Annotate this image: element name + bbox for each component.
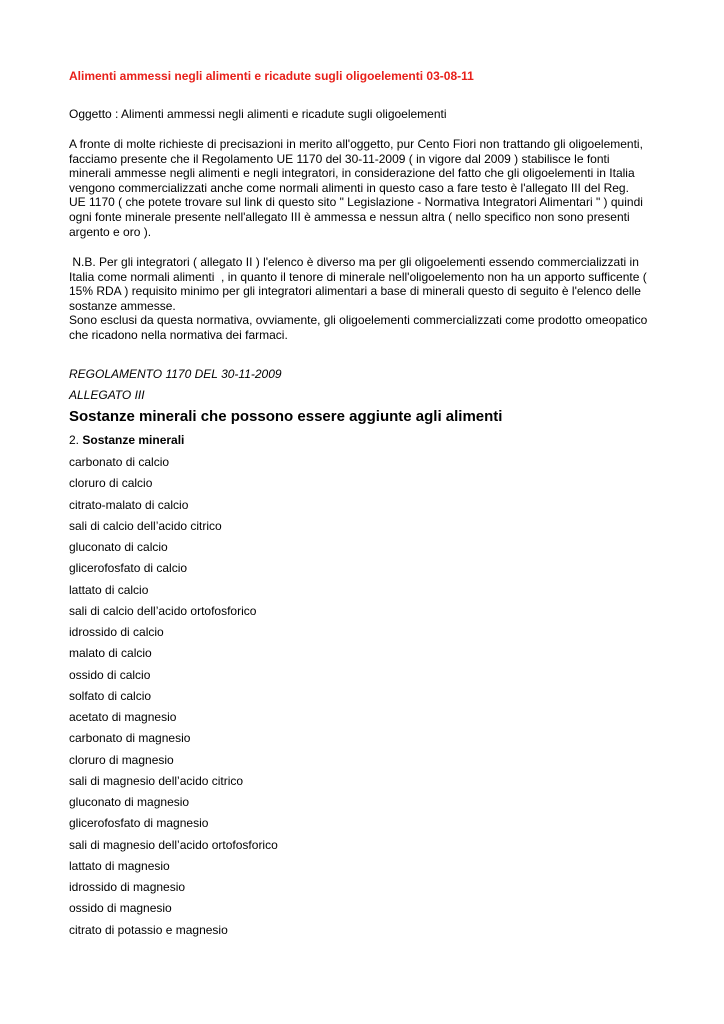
regulation-title: REGOLAMENTO 1170 DEL 30-11-2009 <box>69 367 282 381</box>
mineral-item: sali di magnesio dell’acido citrico <box>69 773 244 788</box>
mineral-item: sali di calcio dell’acido citrico <box>69 518 222 533</box>
mineral-item: solfato di calcio <box>69 688 152 703</box>
mineral-item: glicerofosfato di magnesio <box>69 816 209 831</box>
mineral-item: gluconato di magnesio <box>69 795 190 809</box>
document-title: Alimenti ammessi negli alimenti e ricadute sugli oligoelementi 03-08-11 <box>69 69 474 83</box>
mineral-item: glicerofosfato di calcio <box>69 561 188 576</box>
paragraph-line: N.B. Per gli integratori ( allegato II ) l'elenco è diverso ma per gli oligoelementi essendo commercializzati in <box>69 255 639 269</box>
section-heading: Sostanze minerali che possono essere aggiunte agli alimenti <box>69 408 503 425</box>
mineral-item: citrato di potassio e magnesio <box>69 922 228 937</box>
section-number: 2. <box>69 433 80 447</box>
annex-label: ALLEGATO III <box>69 388 145 402</box>
mineral-item: cloruro di calcio <box>69 476 153 491</box>
mineral-item: citrato-malato di calcio <box>69 497 189 512</box>
paragraph-line: Sono esclusi da questa normativa, ovviamente, gli oligoelementi commercializzati come prodotto omeopatico <box>69 313 648 328</box>
section-title <box>69 433 184 447</box>
paragraph-line: argento e oro ). <box>69 224 152 239</box>
mineral-item: carbonato di calcio <box>69 455 170 469</box>
mineral-item: acetato di magnesio <box>69 710 177 724</box>
subject-line: Oggetto : Alimenti ammessi negli alimenti e ricadute sugli oligoelementi <box>69 107 447 121</box>
paragraph-line: vengono commercializzati anche come normali alimenti in questo caso a fare testo è l'allegato III del Reg. <box>69 180 629 195</box>
mineral-item: gluconato di calcio <box>69 540 168 554</box>
mineral-item: sali di calcio dell’acido ortofosforico <box>69 603 257 618</box>
minerals-list <box>69 455 278 944</box>
mineral-item: ossido di calcio <box>69 667 151 682</box>
mineral-item: malato di calcio <box>69 646 152 661</box>
paragraph-line: facciamo presente che il Regolamento UE 1170 del 30-11-2009 ( in vigore dal 2009 ) stabilisce le fonti <box>69 151 610 166</box>
mineral-item: idrossido di magnesio <box>69 880 186 894</box>
paragraph-line: che ricadono nella normativa dei farmaci. <box>69 327 288 342</box>
paragraph-line: sostanze ammesse. <box>69 298 176 313</box>
mineral-item: carbonato di magnesio <box>69 731 191 746</box>
paragraph-line: A fronte di molte richieste di precisazioni in merito all'oggetto, pur Cento Fiori non trattando gli oligoelementi, <box>69 137 643 151</box>
paragraph-line: minerali ammesse negli alimenti e negli integratori, in considerazione del fatto che gli oligoelementi in Italia <box>69 166 635 181</box>
mineral-item: ossido di magnesio <box>69 901 172 916</box>
paragraph-line: 15% RDA ) requisito minimo per gli integratori alimentari a base di minerali questo di seguito è l'elenco delle <box>69 284 641 299</box>
paragraph-line: Italia come normali alimenti , in quanto il tenore di minerale nell'oligoelemento non ha un apporto sufficente ( <box>69 269 647 284</box>
note-paragraph <box>69 255 647 343</box>
mineral-item: idrossido di calcio <box>69 625 164 639</box>
mineral-item: cloruro di magnesio <box>69 752 174 767</box>
paragraph-line: ogni fonte minerale presente nell'allegato III è ammessa e nessun altra ( nello specifico non sono presenti <box>69 209 630 224</box>
intro-paragraph <box>69 137 643 239</box>
section-name: Sostanze minerali <box>82 433 185 447</box>
mineral-item: lattato di calcio <box>69 582 149 597</box>
mineral-item: lattato di magnesio <box>69 858 170 873</box>
mineral-item: sali di magnesio dell’acido ortofosforico <box>69 837 278 852</box>
paragraph-line: UE 1170 ( che potete trovare sul link di questo sito " Legislazione - Normativa Integratori Alimentari " ) quindi <box>69 195 643 210</box>
